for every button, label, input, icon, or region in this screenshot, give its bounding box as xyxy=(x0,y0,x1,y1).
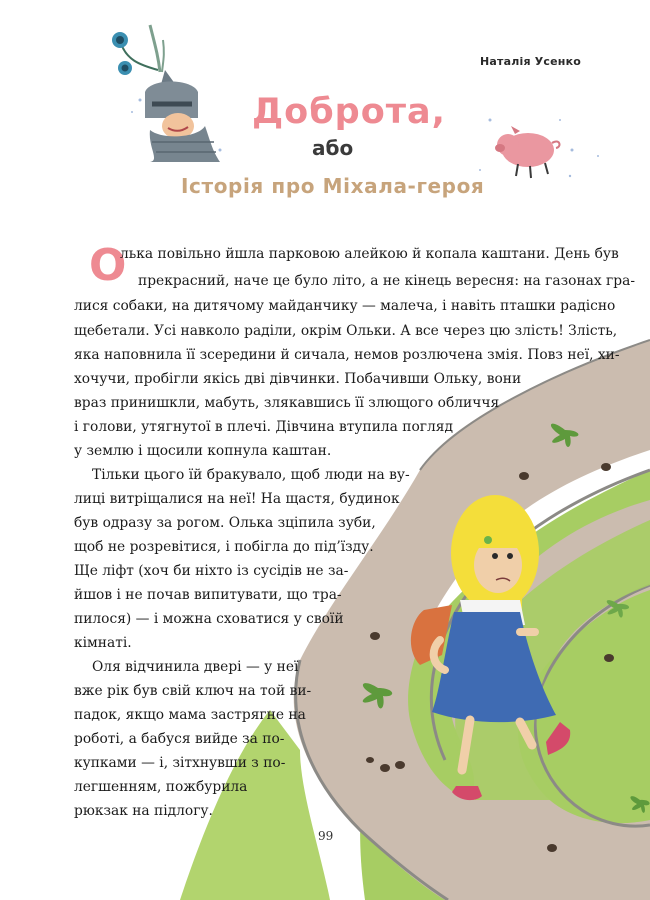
story-title: Доброта, xyxy=(252,92,446,132)
body-line: щебетали. Усі навколо раділи, окрім Ольки. А все через цю злість! Злість, xyxy=(74,323,618,339)
body-line: у землю і щосили копнула каштан. xyxy=(74,443,332,459)
body-line: лися собаки, на дитячому майданчику — малеча, і навіть пташки радісно xyxy=(74,298,616,314)
body-line: пилося) — і можна сховатися у своїй xyxy=(74,611,344,627)
body-line: враз принишкли, мабуть, злякавшись її злющого обличчя xyxy=(74,395,500,411)
body-line: яка наповнила її зсередини й сичала, немов розлючена змія. Повз неї, хи- xyxy=(74,347,620,363)
body-line: роботі, а бабуся вийде за по- xyxy=(74,731,285,747)
body-line: вже рік був свій ключ на той ви- xyxy=(74,683,312,699)
body-line: Тільки цього їй бракувало, щоб люди на ву- xyxy=(92,467,410,483)
body-line: купками — і, зітхнувши з по- xyxy=(74,755,286,771)
page-number: 99 xyxy=(318,829,334,843)
body-line: кімнаті. xyxy=(74,635,132,651)
knight-illustration xyxy=(112,25,220,162)
body-line: Ще ліфт (хоч би ніхто із сусідів не за- xyxy=(74,563,349,579)
drop-cap: О xyxy=(89,240,127,291)
body-line: прекрасний, наче це було літо, а не кінець вересня: на газонах гра- xyxy=(138,273,635,289)
pig-illustration xyxy=(495,126,559,178)
body-line: йшов і не почав випитувати, що тра- xyxy=(74,587,342,603)
body-line: щоб не розревітися, і побігла до під’їзду. xyxy=(74,539,374,555)
body-line: Оля відчинила двері — у неї xyxy=(92,659,299,675)
body-line: падок, якщо мама застрягне на xyxy=(74,707,306,723)
body-line: рюкзак на підлогу. xyxy=(74,803,213,819)
body-line: і голови, утягнутої в плечі. Дівчина втупила погляд xyxy=(74,419,453,435)
author-name: Наталія Усенко xyxy=(480,55,582,68)
body-line: був одразу за рогом. Олька зціпила зуби, xyxy=(74,515,376,531)
body-line: лька повільно йшла парковою алейкою й копала каштани. День був xyxy=(120,246,619,262)
body-line: легшенням, пожбурила xyxy=(74,779,248,795)
title-connector: або xyxy=(312,136,354,160)
story-subtitle: Історія про Міхала-героя xyxy=(181,174,485,198)
body-line: хочучи, пробігли якісь дві дівчинки. Побачивши Ольку, вони xyxy=(74,371,522,387)
body-line: лиці витріщалися на неї! На щастя, будинок xyxy=(74,491,400,507)
